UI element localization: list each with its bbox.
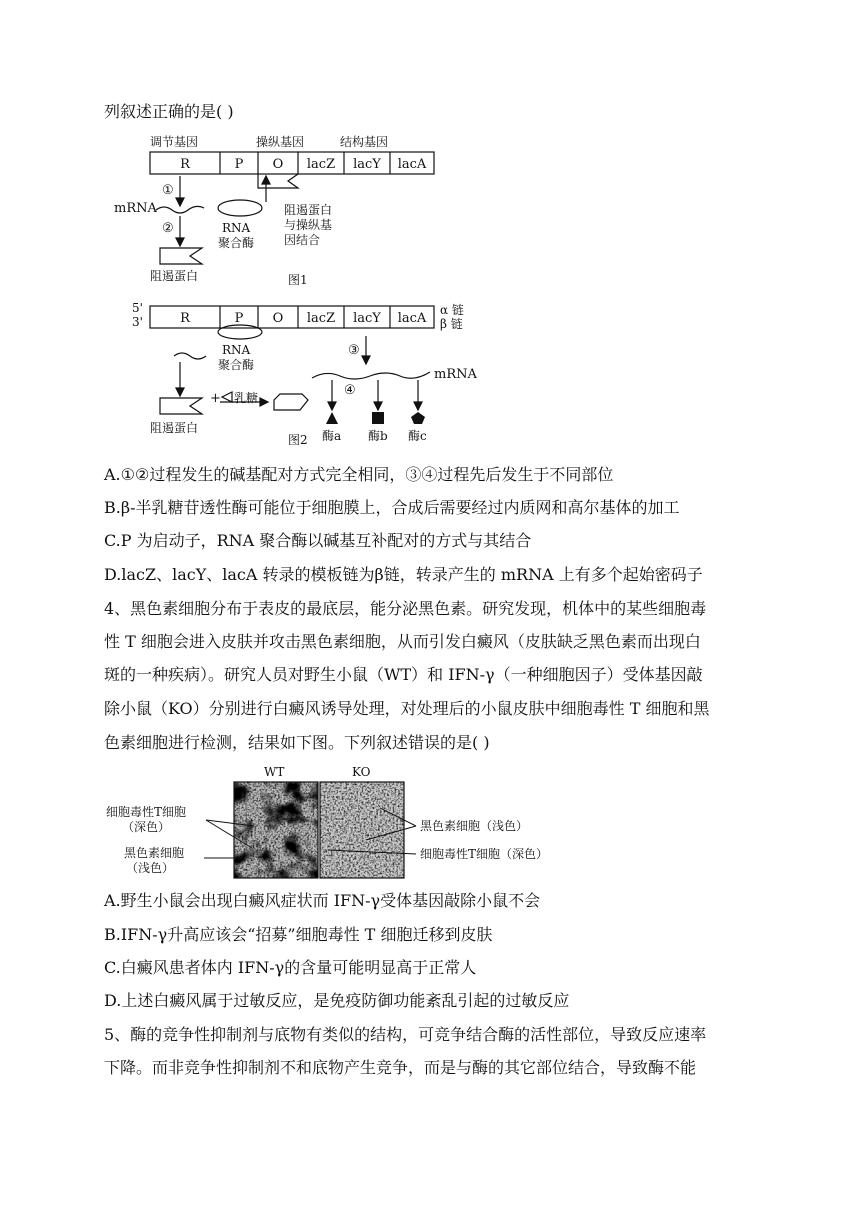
enzyme-c-pentagon-icon bbox=[411, 412, 425, 424]
inactive-repressor-shape bbox=[274, 394, 308, 410]
enzyme-a-triangle-icon bbox=[326, 412, 338, 424]
label-structural-gene: 结构基因 bbox=[340, 135, 389, 149]
beta-strand-label: β 链 bbox=[440, 317, 463, 331]
wt-micrograph bbox=[234, 782, 318, 878]
structural-mrna bbox=[312, 372, 430, 379]
q3-option-d: D.lacZ、lacY、lacA 转录的模板链为β链，转录产生的 mRNA 上有多个起始密码子 bbox=[104, 565, 703, 584]
q4-option-c: C.白癜风患者体内 IFN-γ的含量可能明显高于正常人 bbox=[104, 958, 477, 977]
plus-sign: + bbox=[210, 391, 221, 406]
gene-lacz: lacZ bbox=[306, 157, 336, 172]
label-regulatory-gene: 调节基因 bbox=[150, 135, 199, 149]
q4-stem-line-3: 斑的一种疾病）。研究人员对野生小鼠（WT）和 IFN-γ（一种细胞因子）受体基因敲 bbox=[104, 665, 703, 684]
binding-note-3: 因结合 bbox=[284, 233, 321, 247]
label-operator-gene: 操纵基因 bbox=[256, 135, 305, 149]
figure-2-caption: 图2 bbox=[288, 433, 308, 446]
ko-label: KO bbox=[352, 765, 371, 779]
repressor-shape bbox=[160, 398, 202, 414]
gene-o: O bbox=[272, 157, 284, 172]
q4-stem-line-4: 除小鼠（KO）分别进行白癜风诱导处理，对处理后的小鼠皮肤中细胞毒性 T 细胞和黑 bbox=[104, 699, 710, 718]
rnap-label-2: 聚合酶 bbox=[218, 236, 255, 250]
enzyme-b-label: 酶b bbox=[368, 429, 388, 443]
gene-lacz: lacZ bbox=[306, 311, 336, 326]
question-3-stem: 列叙述正确的是( ) bbox=[104, 102, 234, 121]
wt-tcell-label-1: 细胞毒性T细胞 bbox=[106, 805, 187, 819]
q4-option-a: A.野生小鼠会出现白癜风症状而 IFN-γ受体基因敲除小鼠不会 bbox=[104, 891, 541, 910]
ko-tcell-label: 细胞毒性T细胞（深色） bbox=[420, 847, 549, 861]
gene-bar-2 bbox=[150, 306, 434, 328]
enzyme-a-label: 酶a bbox=[322, 429, 342, 443]
wt-tcell-label-2: （深色） bbox=[122, 820, 171, 834]
gene-laca: lacA bbox=[397, 311, 427, 326]
repressor-shape bbox=[160, 248, 202, 264]
enzyme-b-square-icon bbox=[372, 412, 384, 424]
mrna-strand bbox=[156, 206, 204, 213]
rna-polymerase-shape bbox=[218, 200, 262, 216]
gene-r: R bbox=[180, 311, 190, 326]
gene-p: P bbox=[234, 311, 244, 326]
rnap-label-2: 聚合酶 bbox=[218, 358, 255, 372]
q4-stem-line-2: 性 T 细胞会进入皮肤并攻击黑色素细胞，从而引发白癜风（皮肤缺乏黑色素而出现白 bbox=[104, 632, 701, 651]
enzyme-c-label: 酶c bbox=[408, 429, 427, 443]
q4-option-d: D.上述白癜风属于过敏反应，是免疫防御功能紊乱引起的过敏反应 bbox=[104, 991, 570, 1010]
alpha-strand-label: α 链 bbox=[440, 303, 464, 317]
regulatory-mrna bbox=[174, 353, 206, 359]
q5-stem-line-2: 下降。而非竞争性抑制剂不和底物产生竞争，而是与酶的其它部位结合，导致酶不能 bbox=[104, 1058, 697, 1077]
gene-laca: lacA bbox=[397, 157, 427, 172]
q4-stem-line-1: 4、黑色素细胞分布于表皮的最底层，能分泌黑色素。研究发现，机体中的某些细胞毒 bbox=[104, 599, 707, 618]
mrna-label: mRNA bbox=[434, 367, 477, 382]
figure-1-lac-operon bbox=[104, 132, 464, 294]
five-prime-label: 5' bbox=[132, 301, 143, 315]
gene-bar-1 bbox=[150, 152, 434, 174]
lactose-triangle-icon bbox=[222, 392, 232, 402]
gene-lacy: lacY bbox=[353, 311, 381, 326]
step-3-marker: ③ bbox=[348, 343, 360, 358]
binding-note-2: 与操纵基 bbox=[284, 218, 333, 232]
gene-o: O bbox=[272, 311, 284, 326]
wt-melanocyte-label-2: （浅色） bbox=[126, 861, 175, 875]
ko-micrograph bbox=[320, 782, 404, 878]
wt-melanocyte-label-1: 黑色素细胞 bbox=[124, 846, 185, 860]
q3-option-a: A.①②过程发生的碱基配对方式完全相同，③④过程先后发生于不同部位 bbox=[104, 465, 614, 484]
q4-stem-line-5: 色素细胞进行检测，结果如下图。下列叙述错误的是( ) bbox=[104, 733, 490, 752]
gene-p: P bbox=[234, 157, 244, 172]
q4-option-b: B.IFN-γ升高应该会“招募”细胞毒性 T 细胞迁移到皮肤 bbox=[104, 925, 493, 944]
wt-label: WT bbox=[264, 765, 285, 779]
gene-lacy: lacY bbox=[353, 157, 381, 172]
step-2-marker: ② bbox=[162, 221, 174, 236]
lactose-label: 乳糖 bbox=[234, 391, 259, 405]
q3-option-c: C.P 为启动子，RNA 聚合酶以碱基互补配对的方式与其结合 bbox=[104, 531, 532, 550]
rna-polymerase-shape bbox=[218, 325, 262, 339]
gene-r: R bbox=[180, 157, 190, 172]
rnap-label-1: RNA bbox=[222, 221, 251, 235]
binding-note-1: 阻遏蛋白 bbox=[284, 203, 333, 217]
rnap-label-1: RNA bbox=[222, 343, 251, 357]
three-prime-label: 3' bbox=[132, 315, 143, 329]
ko-melanocyte-label: 黑色素细胞（浅色） bbox=[420, 819, 529, 833]
step-4-marker: ④ bbox=[344, 383, 356, 398]
figure-2-lac-operon-induced bbox=[104, 296, 504, 446]
figure-3-skin-micrographs bbox=[104, 764, 604, 880]
q3-option-b: B.β-半乳糖苷透性酶可能位于细胞膜上，合成后需要经过内质网和高尔基体的加工 bbox=[104, 498, 680, 517]
q5-stem-line-1: 5、酶的竞争性抑制剂与底物有类似的结构，可竞争结合酶的活性部位，导致反应速率 bbox=[104, 1025, 707, 1044]
repressor-label: 阻遏蛋白 bbox=[150, 269, 199, 283]
repressor-label: 阻遏蛋白 bbox=[150, 421, 199, 435]
mrna-label: mRNA bbox=[114, 201, 157, 216]
figure-1-caption: 图1 bbox=[288, 273, 308, 287]
step-1-marker: ① bbox=[162, 183, 174, 198]
